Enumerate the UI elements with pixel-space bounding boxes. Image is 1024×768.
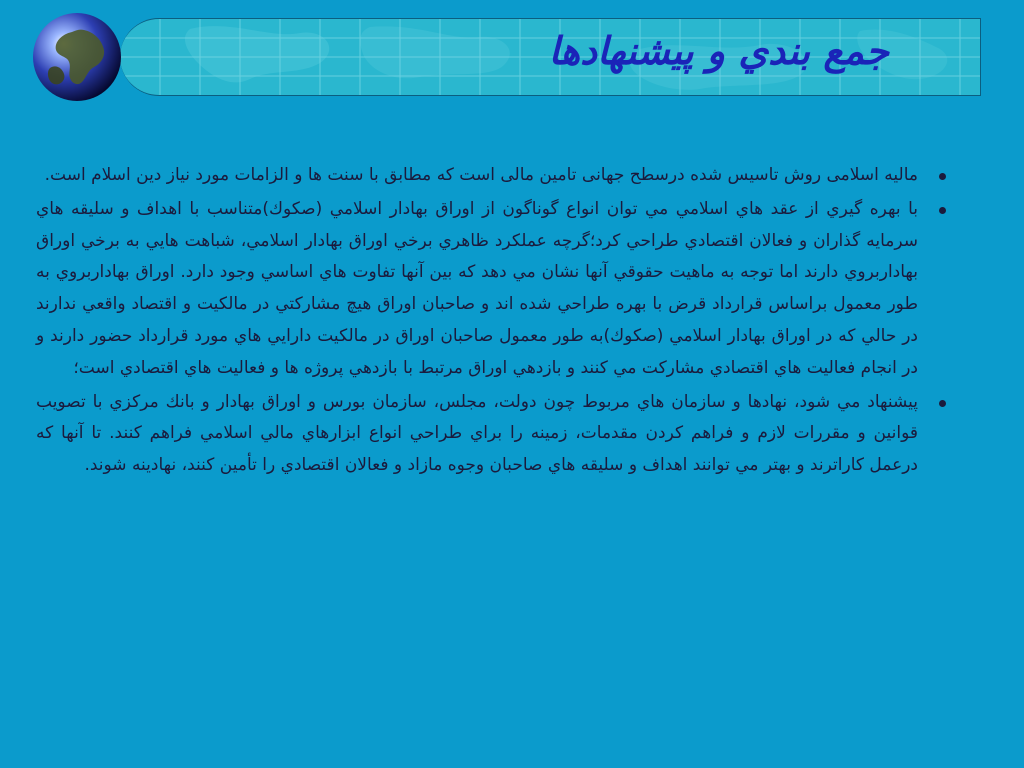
list-item [36, 160, 946, 192]
bullet-dot [939, 207, 946, 214]
bullet-text: پيشنهاد مي شود، نهادها و سازمان هاي مربوط چون دولت، مجلس، سازمان بورس و اوراق بهادار و بانك مركزي با تصويب قوانين و مقررات لازم و فراهم كردن مقدمات، زمينه را براي طراحي انواع ابزارهاي مالي اسلامي فراهم كنند. تا آنها كه درعمل كاراترند و بهتر مي توانند اهداف و سليقه هاي صاحبان وجوه مازاد و فعالان اقتصادي را تأمين كنند، نهادينه شوند. [36, 391, 918, 476]
list-item [36, 387, 946, 482]
bullet-dot [939, 400, 946, 407]
bullet-text: با بهره گيري از عقد هاي اسلامي مي توان انواع گوناگون از اوراق بهادار اسلامي (صكوك)متناسب با اهداف و سليقه هاي سرمايه گذاران و فعالان اقتصادي طراحي كرد؛گرچه عملكرد ظاهري برخي اوراق بهادار اسلامي، شباهت هايي به برخي اوراق بهاداربروي دارند اما توجه به ماهيت حقوقي آنها نشان مي دهد كه بين آنها تفاوت هاي اساسي وجود دارد. اوراق بهاداربروي به طور معمول براساس قرارداد قرض با بهره طراحي شده اند و صاحبان اوراق هيچ مشاركتي در مالكيت و اقتصاد واقعي ندارند در حالي كه در اوراق بهادار اسلامي (صكوك)به طور معمول صاحبان اوراق در مالكيت دارايي هاي مورد قرارداد حضور دارند و در انجام فعاليت هاي اقتصادي مشاركت مي كنند و بازدهي اوراق مرتبط با بازدهي پروژه ها و فعاليت هاي اقتصادي است؛ [36, 198, 918, 378]
globe-icon [32, 12, 122, 102]
slide-title: جمع بندي و پيشنهادها [548, 28, 889, 73]
bullet-list [36, 160, 946, 484]
bullet-text: ماليه اسلامی روش تاسیس شده درسطح جهانی تامین مالی است که مطابق با سنت ها و الزامات مورد نیاز دین اسلام است. [44, 165, 918, 185]
list-item [36, 194, 946, 385]
bullet-dot [939, 173, 946, 180]
